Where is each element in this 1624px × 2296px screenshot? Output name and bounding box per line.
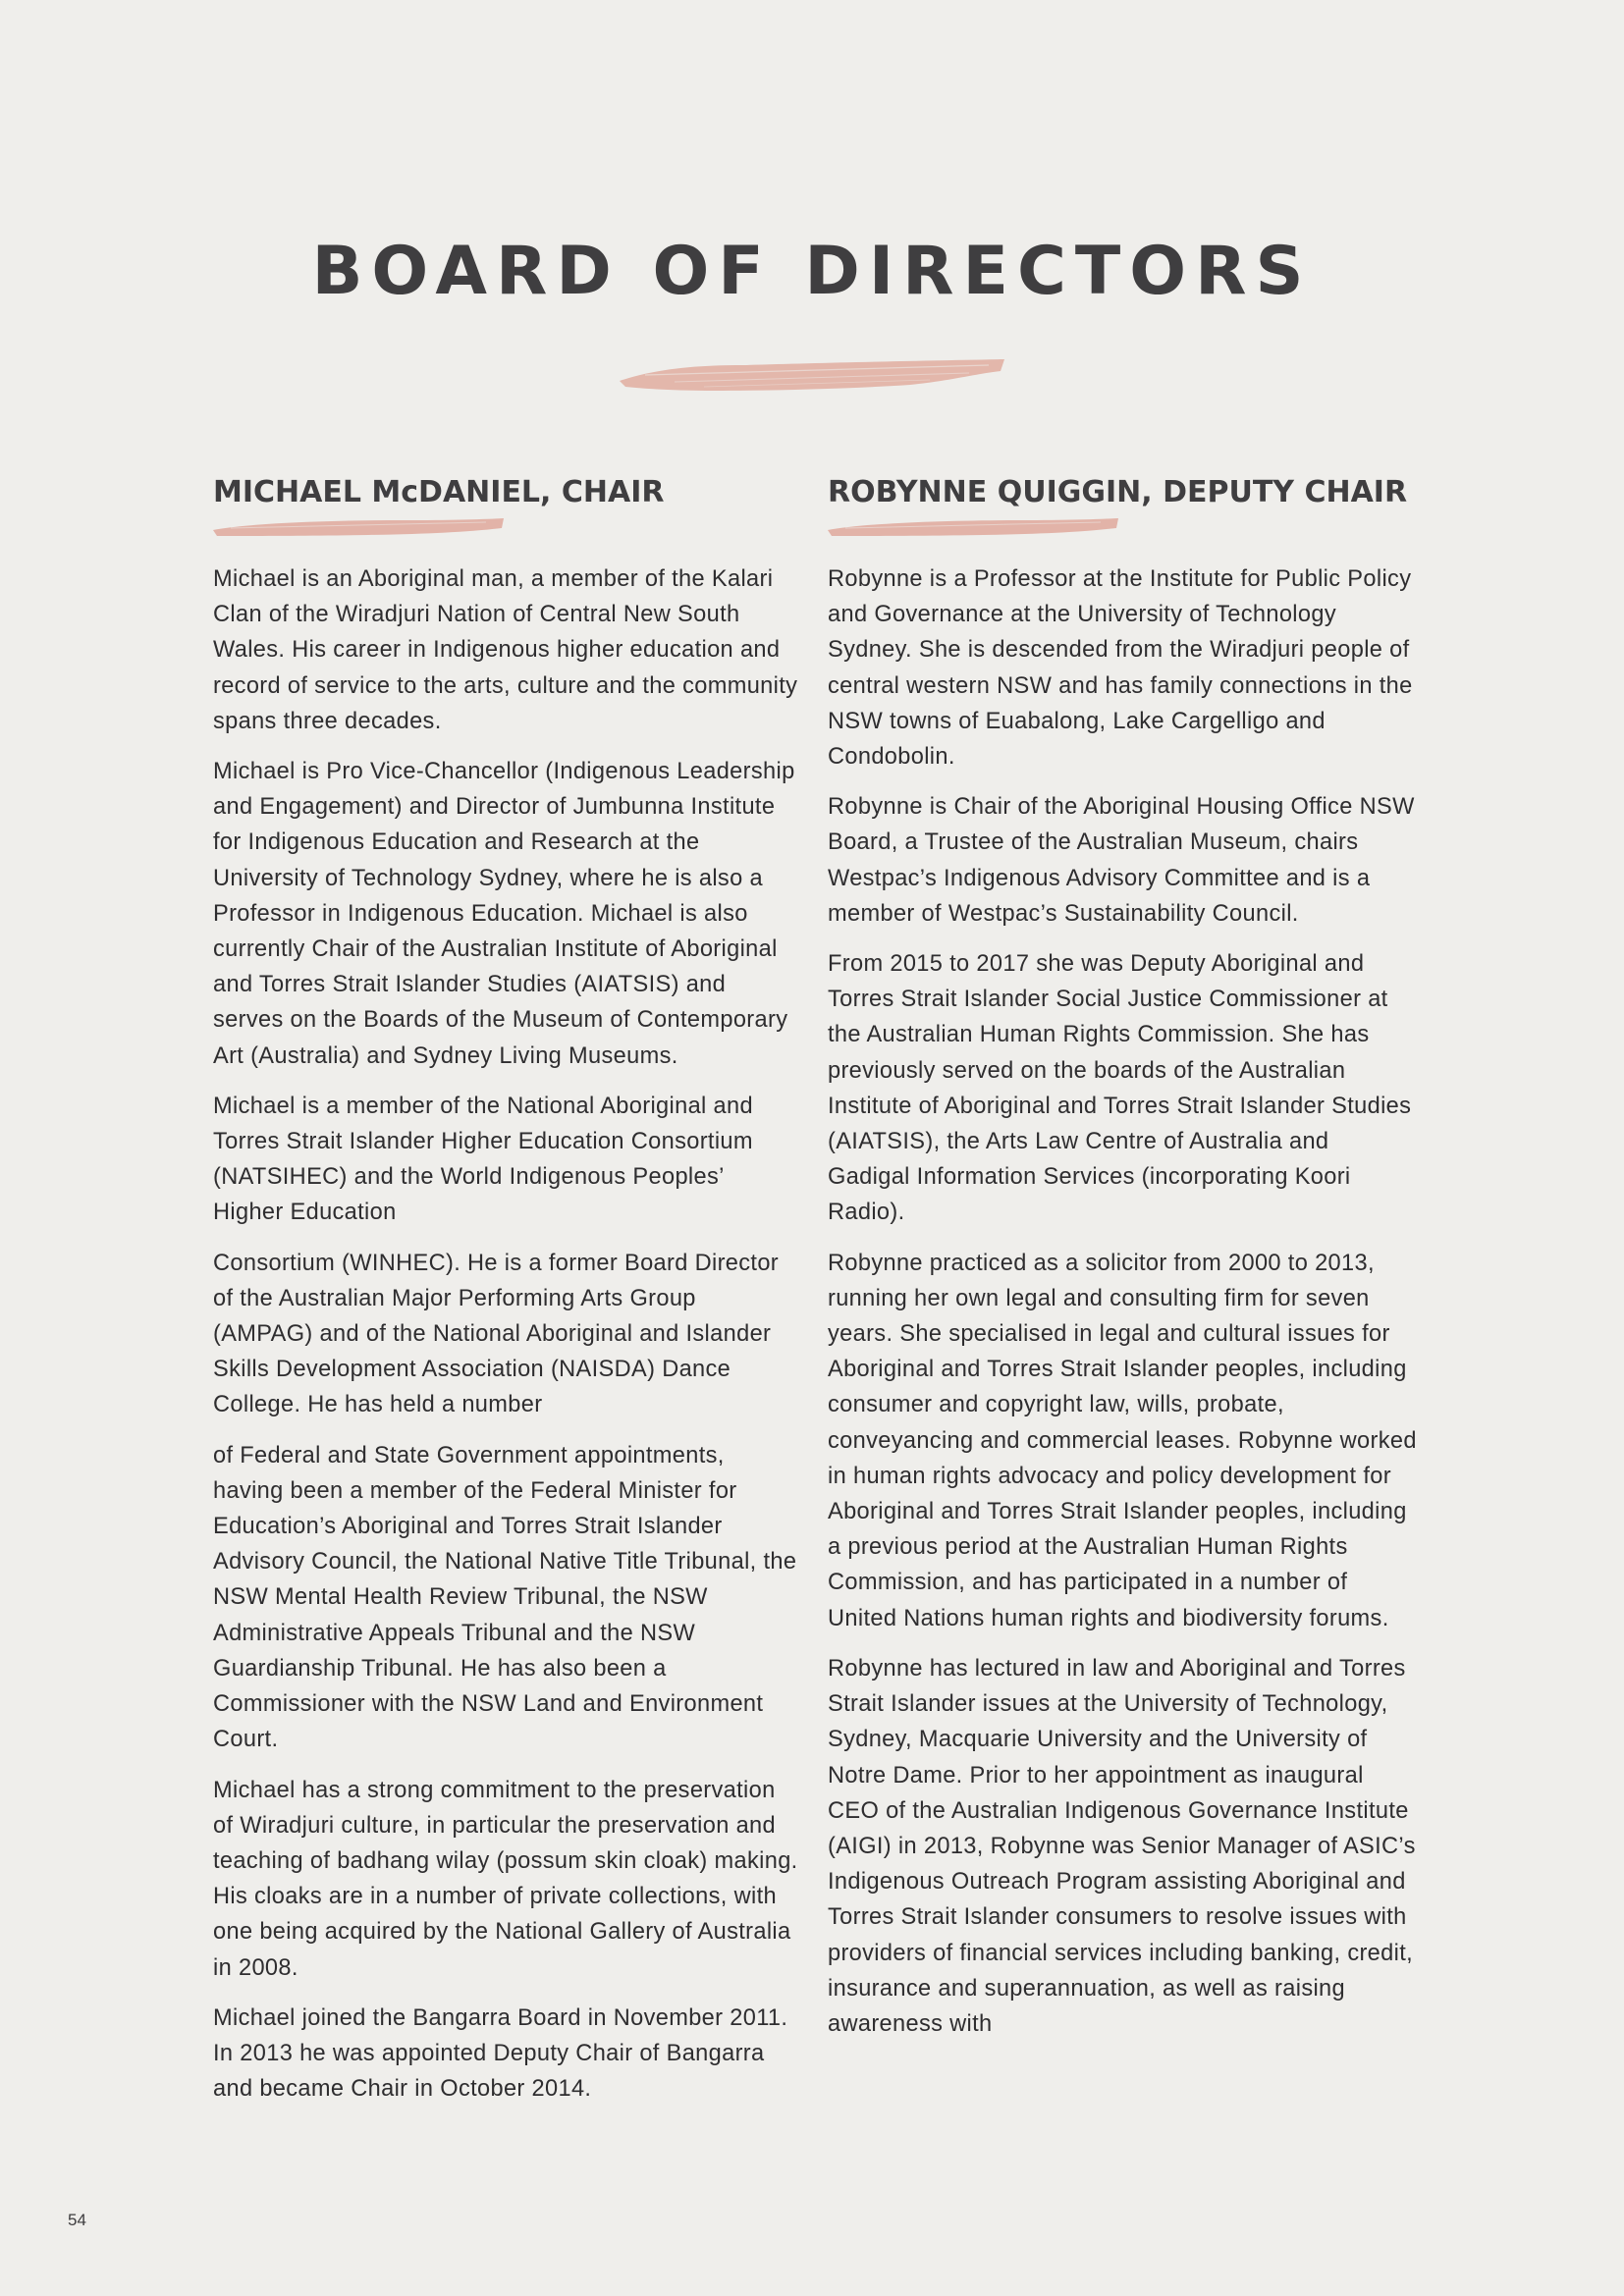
bio-paragraphs bbox=[213, 561, 800, 2107]
bio-paragraph: Robynne is a Professor at the Institute for Public Policy and Governance at the University of Technology Sydney. She is descended from the Wiradjuri people of central western NSW and has family connections in the NSW towns of Euabalong, Lake Cargelligo and Condobolin. bbox=[828, 566, 1413, 771]
bio-paragraph: From 2015 to 2017 she was Deputy Aboriginal and Torres Strait Islander Social Justice Commissioner at the Australian Human Rights Commission. She has previously served on the boards of the Australian Institute of Aboriginal and Torres Strait Islander Studies (AIATSIS), the Arts Law Centre of Australia and Gadigal Information Services (incorporating Koori Radio). bbox=[828, 951, 1412, 1226]
bio-paragraph: Michael is an Aboriginal man, a member of the Kalari Clan of the Wiradjuri Nation of Central New South Wales. His career in Indigenous higher education and record of service to the arts, culture and the community spans three decades. bbox=[213, 566, 798, 734]
director-section-chair bbox=[213, 471, 800, 2121]
heading-brush-stroke bbox=[826, 514, 1120, 540]
page-number: 54 bbox=[68, 2211, 86, 2229]
bio-paragraph: Michael has a strong commitment to the preservation of Wiradjuri culture, in particular the preservation and teaching of badhang wilay (possum skin cloak) making. His cloaks are in a number of private collections, with one being acquired by the National Gallery of Australia in 2008. bbox=[213, 1777, 798, 1981]
bio-paragraphs bbox=[828, 561, 1417, 2042]
bio-paragraph: of Federal and State Government appointments, having been a member of the Federal Minister for Education’s Aboriginal and Torres Strait Islander Advisory Council, the National Native Title Tribunal, the NSW Mental Health Review Tribunal, the NSW Administrative Appeals Tribunal and the NSW Guardianship Tribunal. He has also been a Commissioner with the NSW Land and Environment Court. bbox=[213, 1442, 797, 1753]
bio-paragraph: Michael is Pro Vice-Chancellor (Indigenous Leadership and Engagement) and Director of Jumbunna Institute for Indigenous Education and Research at the University of Technology Sydney, where he is also a Professor in Indigenous Education. Michael is also currently Chair of the Australian Institute of Aboriginal and Torres Strait Islander Studies (AIATSIS) and serves on the Boards of the Museum of Contemporary Art (Australia) and Sydney Living Museums. bbox=[213, 759, 795, 1069]
heading-brush-stroke bbox=[211, 514, 506, 540]
bio-paragraph: Robynne has lectured in law and Aboriginal and Torres Strait Islander issues at the University of Technology, Sydney, Macquarie University and the University of Notre Dame. Prior to her appointment as inaugural CEO of the Australian Indigenous Governance Institute (AIGI) in 2013, Robynne was Senior Manager of ASIC’s Indigenous Outreach Program assisting Aboriginal and Torres Strait Islander consumers to resolve issues with providers of financial services including banking, credit, insurance and superannuation, as well as raising awareness with bbox=[828, 1655, 1416, 2037]
bio-paragraph: Michael joined the Bangarra Board in November 2011. In 2013 he was appointed Deputy Chair of Bangarra and became Chair in October 2014. bbox=[213, 2004, 788, 2103]
director-section-deputy-chair bbox=[828, 471, 1417, 2056]
section-heading: ROBYNNE QUIGGIN, DEPUTY CHAIR bbox=[828, 475, 1408, 509]
title-brush-stroke bbox=[616, 351, 1008, 397]
page-title: BOARD OF DIRECTORS bbox=[311, 233, 1313, 310]
bio-paragraph: Michael is a member of the National Aboriginal and Torres Strait Islander Higher Education Consortium (NATSIHEC) and the World Indigenous Peoples’ Higher Education bbox=[213, 1093, 753, 1226]
section-heading: MICHAEL McDANIEL, CHAIR bbox=[213, 475, 665, 509]
bio-paragraph: Robynne practiced as a solicitor from 2000 to 2013, running her own legal and consulting firm for seven years. She specialised in legal and cultural issues for Aboriginal and Torres Strait Islander peoples, including consumer and copyright law, wills, probate, conveyancing and commercial leases. Robynne worked in human rights advocacy and policy development for Aboriginal and Torres Strait Islander peoples, including a previous period at the Australian Human Rights Commission, and has participated in a number of United Nations human rights and biodiversity forums. bbox=[828, 1250, 1417, 1631]
bio-paragraph: Consortium (WINHEC). He is a former Board Director of the Australian Major Performing Arts Group (AMPAG) and of the National Aboriginal and Islander Skills Development Association (NAISDA) Dance College. He has held a number bbox=[213, 1250, 779, 1418]
bio-paragraph: Robynne is Chair of the Aboriginal Housing Office NSW Board, a Trustee of the Australian Museum, chairs Westpac’s Indigenous Advisory Committee and is a member of Westpac’s Sustainability Council. bbox=[828, 794, 1415, 927]
